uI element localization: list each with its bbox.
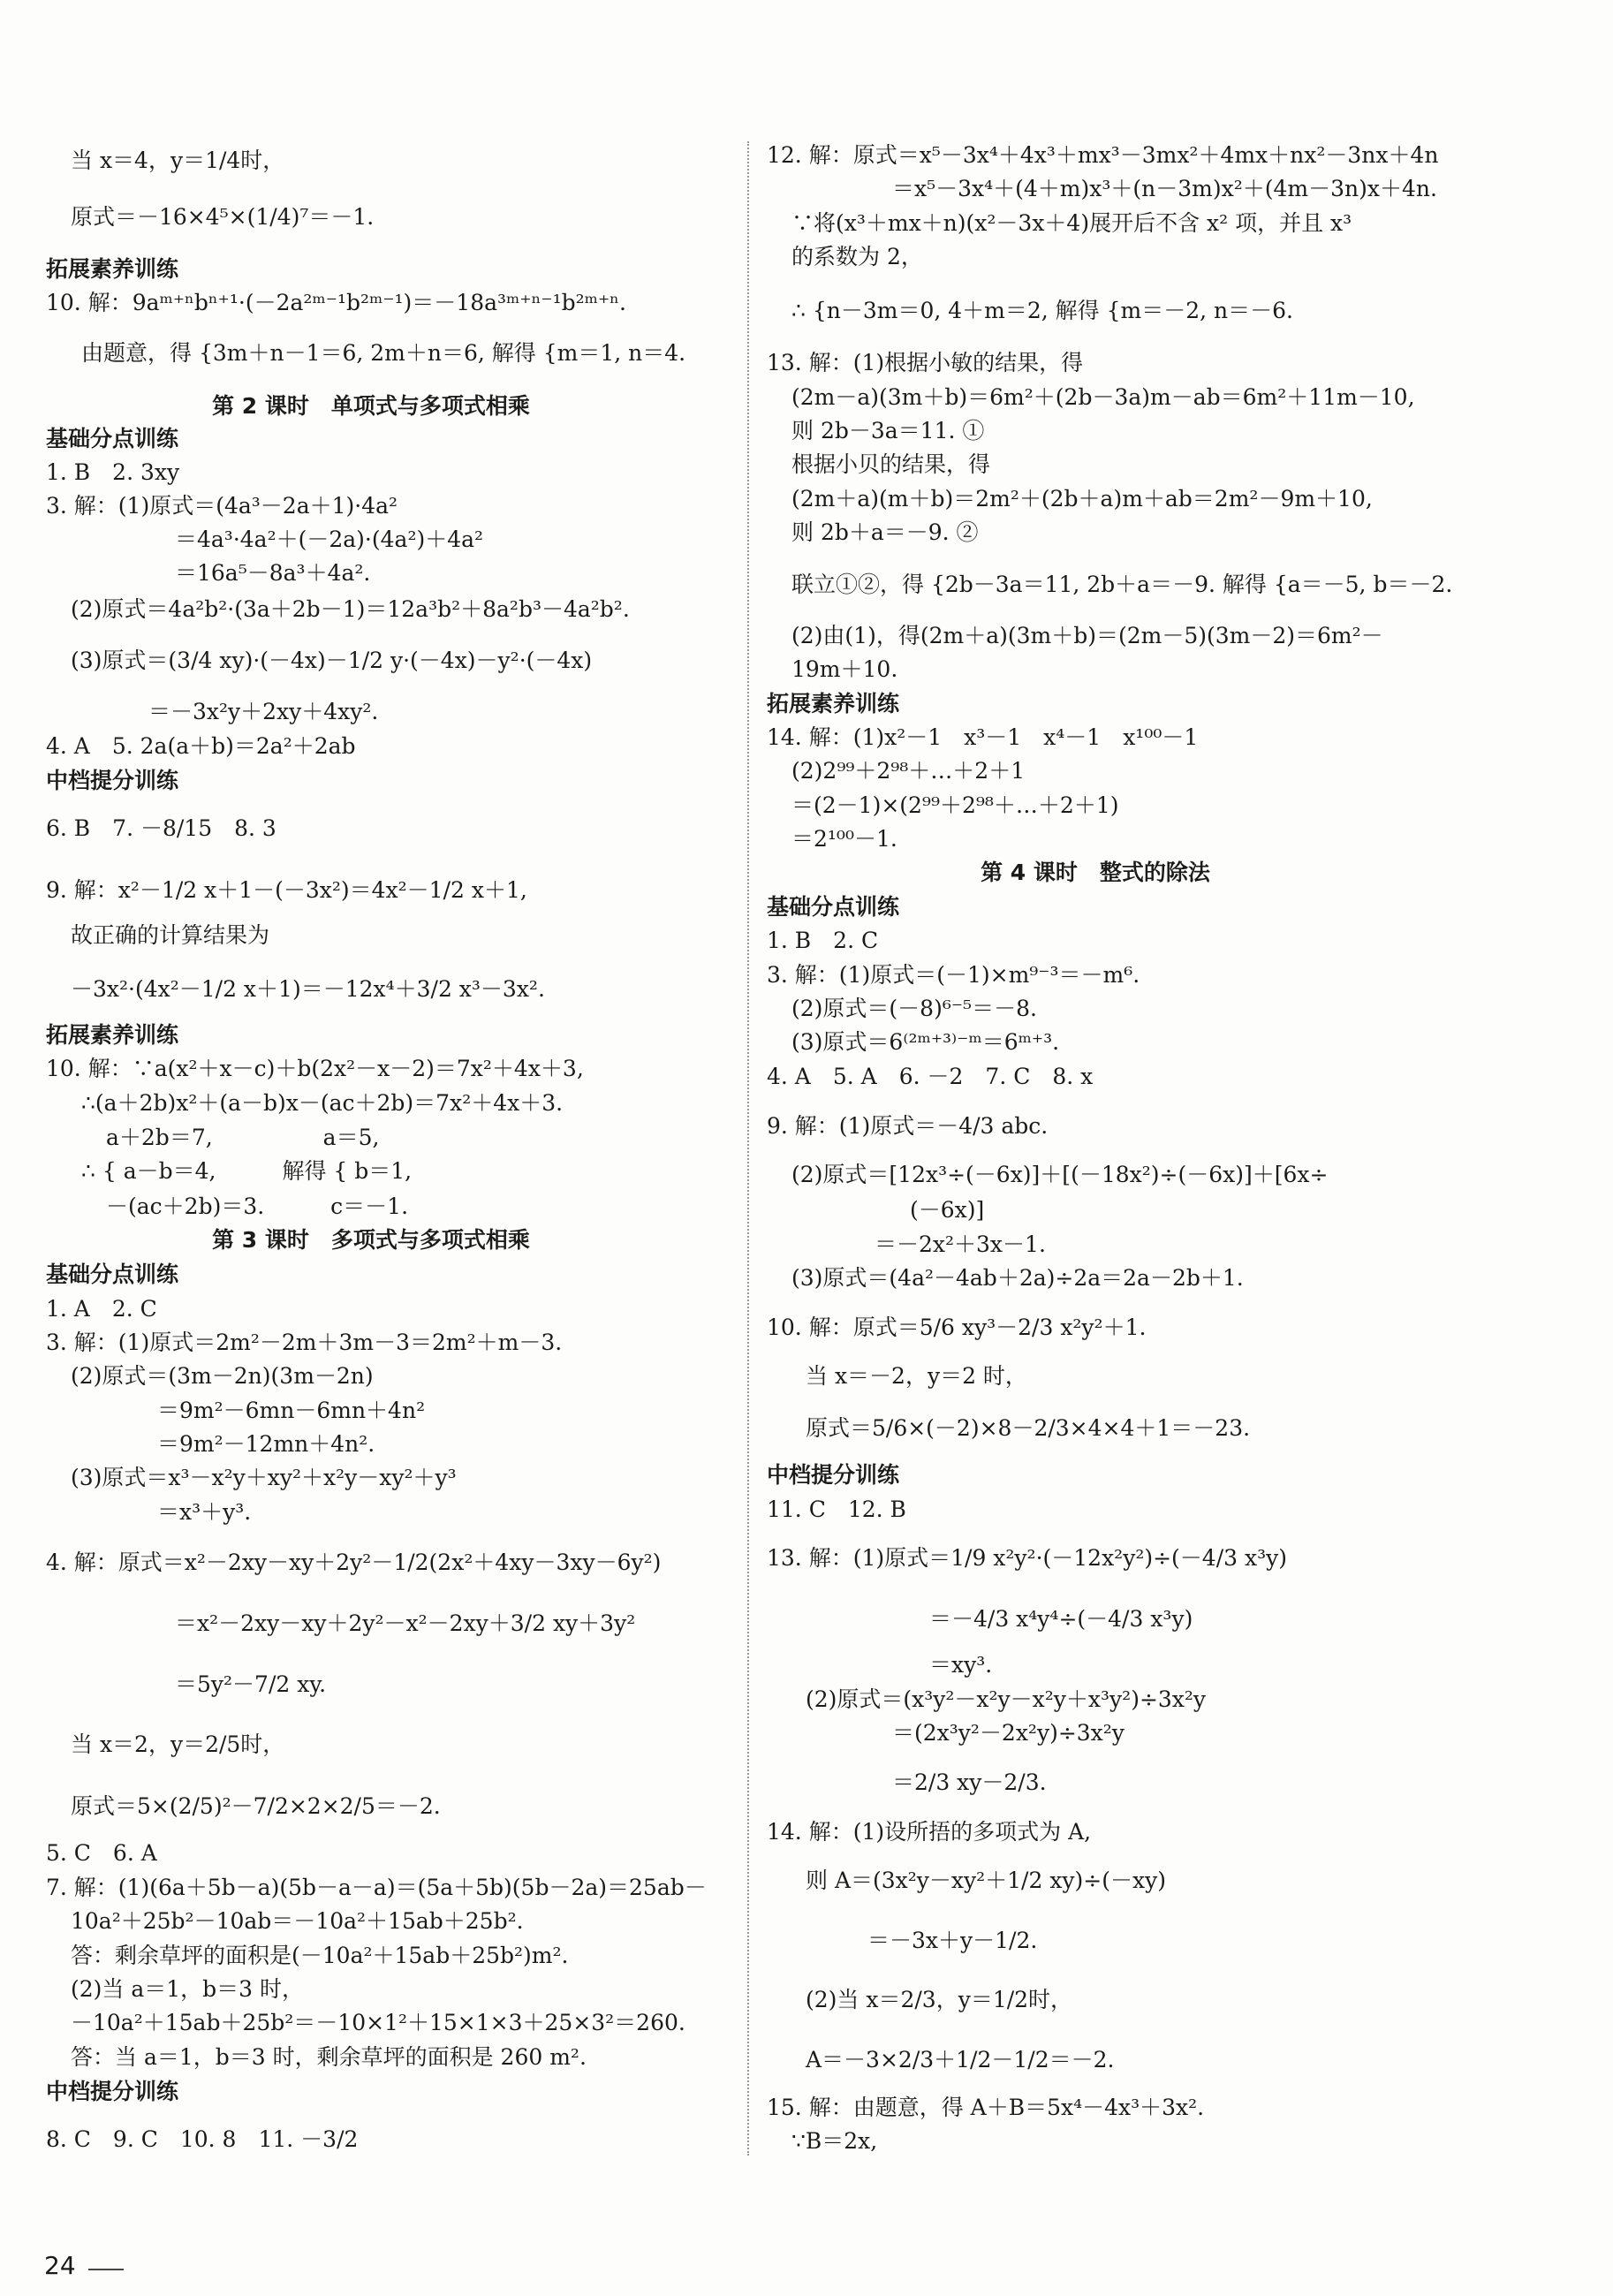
answer-line: 当 x＝－2，y＝2 时， — [806, 1363, 1027, 1389]
answer-line: 5. C 6. A — [46, 1840, 157, 1866]
column-divider — [747, 141, 749, 2156]
answer-line: 则 A＝(3x²y－xy²＋1/2 xy)÷(－xy) — [806, 1868, 1166, 1893]
answer-line: 19m＋10. — [791, 656, 898, 682]
answer-line: (2)原式＝(－8)⁶⁻⁵＝－8. — [791, 996, 1037, 1021]
answer-line: 由题意，得 {3m＋n－1＝6, 2m＋n＝6, 解得 {m＝1, n＝4. — [81, 340, 686, 366]
answer-line: (2m＋a)(m＋b)＝2m²＋(2b＋a)m＋ab＝2m²－9m＋10, — [791, 486, 1373, 511]
answer-line: (－6x)] — [910, 1197, 985, 1223]
answer-line: 4. 解：原式＝x²－2xy－xy＋2y²－1/2(2x²＋4xy－3xy－6y²) — [46, 1550, 662, 1575]
answer-line: 当 x＝2，y＝2/5时， — [71, 1731, 285, 1757]
section-heading: 基础分点训练 — [46, 426, 179, 451]
answer-line: ＝2/3 xy－2/3. — [892, 1769, 1047, 1795]
answer-line: (2)当 a＝1，b＝3 时， — [71, 1976, 305, 2002]
answer-line: 联立①②，得 {2b－3a＝11, 2b＋a＝－9. 解得 {a＝－5, b＝－2. — [791, 572, 1453, 597]
answer-line: 14. 解：(1)x²－1 x³－1 x⁴－1 x¹⁰⁰－1 — [767, 724, 1199, 750]
answer-line: ＝x³＋y³. — [157, 1499, 252, 1525]
answer-line: ＝(2x³y²－2x²y)÷3x²y — [892, 1720, 1125, 1746]
answer-line: (2)2⁹⁹＋2⁹⁸＋…＋2＋1 — [791, 758, 1026, 784]
answer-line: 答：剩余草坪的面积是(－10a²＋15ab＋25b²)m². — [71, 1943, 569, 1968]
answer-line: 9. 解：x²－1/2 x＋1－(－3x²)＝4x²－1/2 x＋1, — [46, 877, 527, 903]
section-heading: 基础分点训练 — [767, 894, 900, 920]
answer-line: ＝5y²－7/2 xy. — [175, 1671, 327, 1697]
answer-line: 则 2b－3a＝11. ① — [791, 418, 985, 443]
answer-line: 3. 解：(1)原式＝(4a³－2a＋1)·4a² — [46, 493, 398, 519]
answer-line: 10. 解：原式＝5/6 xy³－2/3 x²y²＋1. — [767, 1315, 1147, 1340]
answer-line: ＝－2x²＋3x－1. — [875, 1231, 1046, 1257]
answer-line: ∴ {n－3m＝0, 4＋m＝2, 解得 {m＝－2, n＝－6. — [791, 298, 1293, 323]
answer-line: ＝xy³. — [929, 1652, 993, 1678]
answer-line: ＝－3x²y＋2xy＋4xy². — [148, 699, 379, 724]
answer-line: 8. C 9. C 10. 8 11. －3/2 — [46, 2126, 359, 2152]
answer-line: 原式＝5/6×(－2)×8－2/3×4×4＋1＝－23. — [806, 1415, 1251, 1441]
answer-line: －(ac＋2b)＝3. c＝－1. — [106, 1193, 409, 1219]
answer-line: (2)原式＝(3m－2n)(3m－2n) — [71, 1363, 374, 1389]
answer-line: (2)当 x＝2/3，y＝1/2时， — [806, 1987, 1073, 2012]
answer-line: (2)原式＝[12x³÷(－6x)]＋[(－18x²)÷(－6x)]＋[6x÷ — [791, 1162, 1329, 1187]
answer-line: 11. C 12. B — [767, 1497, 906, 1522]
answer-line: ＝9m²－6mn－6mn＋4n² — [157, 1398, 426, 1423]
section-heading: 拓展素养训练 — [46, 256, 179, 282]
answer-line: 原式＝－16×4⁵×(1/4)⁷＝－1. — [71, 204, 375, 230]
answer-line: ＝(2－1)×(2⁹⁹＋2⁹⁸＋…＋2＋1) — [791, 792, 1119, 818]
answer-line: ∴(a＋2b)x²＋(a－b)x－(ac＋2b)＝7x²＋4x＋3. — [81, 1090, 564, 1116]
answer-line: ∴ { a－b＝4, 解得 { b＝1, — [81, 1158, 413, 1184]
right-column — [760, 0, 1613, 2296]
answer-line: 则 2b＋a＝－9. ② — [791, 519, 979, 545]
answer-line: 4. A 5. 2a(a＋b)＝2a²＋2ab — [46, 733, 356, 759]
answer-line: (2)原式＝(x³y²－x²y－x²y＋x³y²)÷3x²y — [806, 1686, 1207, 1712]
answer-line: 1. B 2. C — [767, 928, 879, 953]
answer-line: 3. 解：(1)原式＝(－1)×m⁹⁻³＝－m⁶. — [767, 962, 1140, 988]
answer-line: 10a²＋25b²－10ab＝－10a²＋15ab＋25b². — [71, 1908, 524, 1934]
answer-line: (3)原式＝(3/4 xy)·(－4x)－1/2 y·(－4x)－y²·(－4x) — [71, 648, 593, 673]
answer-line: (2)原式＝4a²b²·(3a＋2b－1)＝12a³b²＋8a²b³－4a²b². — [71, 596, 630, 622]
answer-line: ＝－4/3 x⁴y⁴÷(－4/3 x³y) — [929, 1606, 1193, 1632]
answer-line: 13. 解：(1)原式＝1/9 x²y²·(－12x²y²)÷(－4/3 x³y) — [767, 1545, 1287, 1571]
footer-rule — [88, 2269, 124, 2270]
answer-line: (2)由(1)，得(2m＋a)(3m＋b)＝(2m－5)(3m－2)＝6m²－ — [791, 623, 1383, 648]
left-column — [0, 0, 742, 2296]
answer-line: 13. 解：(1)根据小敏的结果，得 — [767, 350, 1084, 375]
answer-line: (3)原式＝(4a²－4ab＋2a)÷2a＝2a－2b＋1. — [791, 1265, 1244, 1291]
answer-line: a＋2b＝7, a＝5, — [106, 1125, 380, 1150]
section-heading: 拓展素养训练 — [767, 691, 900, 716]
answer-line: ＝9m²－12mn＋4n². — [157, 1431, 375, 1457]
answer-line: (3)原式＝6⁽²ᵐ⁺³⁾⁻ᵐ＝6ᵐ⁺³. — [791, 1029, 1060, 1055]
answer-line: 10. 解：∵a(x²＋x－c)＋b(2x²－x－2)＝7x²＋4x＋3, — [46, 1056, 584, 1081]
answer-line: 当 x＝4，y＝1/4时， — [71, 148, 285, 173]
lesson-title: 第 3 课时 多项式与多项式相乘 — [212, 1227, 530, 1253]
answer-line: ∵将(x³＋mx＋n)(x²－3x＋4)展开后不含 x² 项，并且 x³ — [791, 210, 1352, 236]
section-heading: 基础分点训练 — [46, 1262, 179, 1287]
answer-line: ＝－3x＋y－1/2. — [867, 1928, 1038, 1953]
answer-line: 12. 解：原式＝x⁵－3x⁴＋4x³＋mx³－3mx²＋4mx＋nx²－3nx＋4n — [767, 142, 1439, 168]
section-heading: 中档提分训练 — [46, 768, 179, 793]
answer-line: 9. 解：(1)原式＝－4/3 abc. — [767, 1113, 1049, 1139]
answer-line: 4. A 5. A 6. －2 7. C 8. x — [767, 1064, 1094, 1089]
answer-line: 1. B 2. 3xy — [46, 459, 180, 485]
lesson-title: 第 2 课时 单项式与多项式相乘 — [212, 393, 530, 419]
answer-line: －10a²＋15ab＋25b²＝－10×1²＋15×1×3＋25×3²＝260. — [71, 2010, 685, 2035]
answer-line: ∵B＝2x, — [791, 2128, 878, 2154]
answer-line: 6. B 7. －8/15 8. 3 — [46, 815, 276, 841]
answer-line: A＝－3×2/3＋1/2－1/2＝－2. — [806, 2047, 1115, 2072]
answer-line: 原式＝5×(2/5)²－7/2×2×2/5＝－2. — [71, 1793, 441, 1819]
answer-line: 故正确的计算结果为 — [71, 922, 270, 948]
answer-line: ＝2¹⁰⁰－1. — [791, 826, 897, 852]
page-number: 24 — [44, 2251, 76, 2280]
answer-line: 1. A 2. C — [46, 1296, 157, 1322]
answer-line: 14. 解：(1)设所捂的多项式为 A, — [767, 1819, 1092, 1845]
answer-line: 答：当 a＝1，b＝3 时，剩余草坪的面积是 260 m². — [71, 2044, 587, 2070]
answer-line: 10. 解：9aᵐ⁺ⁿbⁿ⁺¹·(－2a²ᵐ⁻¹b²ᵐ⁻¹)＝－18a³ᵐ⁺ⁿ⁻¹b²ᵐ⁺ⁿ. — [46, 290, 626, 315]
answer-line: －3x²·(4x²－1/2 x＋1)＝－12x⁴＋3/2 x³－3x². — [71, 976, 545, 1002]
answer-line: ＝x⁵－3x⁴＋(4＋m)x³＋(n－3m)x²＋(4m－3n)x＋4n. — [892, 176, 1437, 201]
answer-line: (3)原式＝x³－x²y＋xy²＋x²y－xy²＋y³ — [71, 1465, 457, 1490]
answer-line: 15. 解：由题意，得 A＋B＝5x⁴－4x³＋3x². — [767, 2095, 1205, 2120]
answer-line: 的系数为 2， — [791, 244, 923, 269]
answer-line: 根据小贝的结果，得 — [791, 451, 991, 477]
section-heading: 中档提分训练 — [767, 1462, 900, 1488]
answer-line: ＝4a³·4a²＋(－2a)·(4a²)＋4a² — [175, 527, 484, 552]
answer-line: 7. 解：(1)(6a＋5b－a)(5b－a－a)＝(5a＋5b)(5b－2a)＝25ab－ — [46, 1875, 707, 1900]
answer-line: ＝x²－2xy－xy＋2y²－x²－2xy＋3/2 xy＋3y² — [175, 1610, 636, 1636]
answer-line: ＝16a⁵－8a³＋4a². — [175, 560, 371, 586]
lesson-title: 第 4 课时 整式的除法 — [981, 860, 1210, 885]
section-heading: 拓展素养训练 — [46, 1022, 179, 1048]
section-heading: 中档提分训练 — [46, 2079, 179, 2104]
answer-line: 3. 解：(1)原式＝2m²－2m＋3m－3＝2m²＋m－3. — [46, 1330, 563, 1355]
answer-line: (2m－a)(3m＋b)＝6m²＋(2b－3a)m－ab＝6m²＋11m－10, — [791, 384, 1415, 410]
